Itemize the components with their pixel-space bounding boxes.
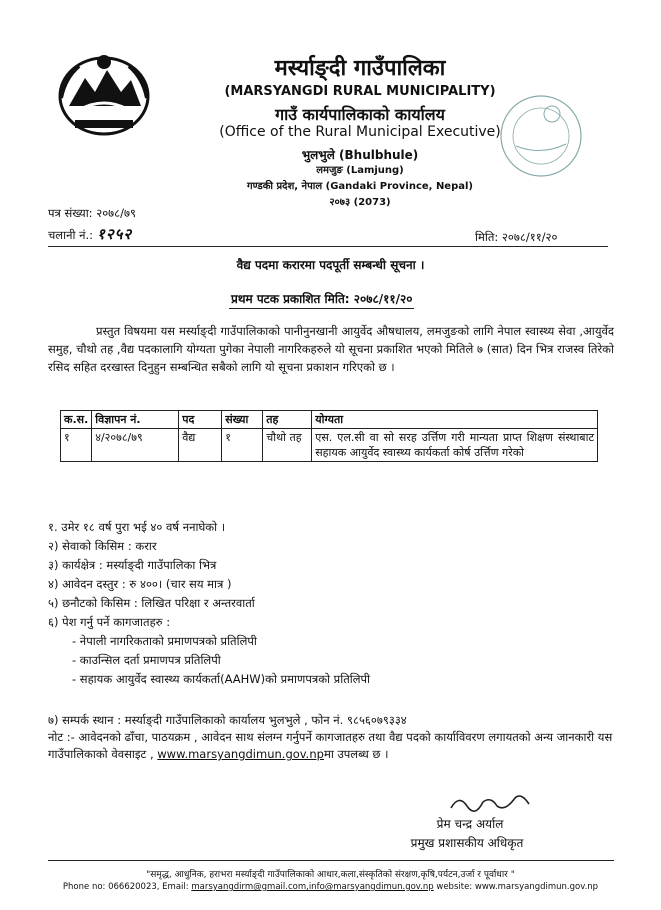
list-item: २) सेवाको किसिम : करार [48, 539, 157, 553]
office-district: लमजुङ (Lamjung) [316, 165, 404, 176]
vacancy-table [60, 410, 598, 462]
cell-sn: १ [61, 429, 92, 462]
website-link[interactable]: www.marsyangdimun.gov.np [157, 747, 324, 761]
notice-subject: वैद्य पदमा करारमा पदपूर्ती सम्बन्धी सूचना । [236, 258, 425, 272]
footer-phone: Phone no: 066620023, Email: [62, 882, 189, 892]
contact-section [48, 712, 614, 763]
footer-slogan: "समृद्ध, आधुनिक, हराभरा मर्स्याङ्दी गाउँपालिकाको आधार,कला,संस्कृतिको संरक्षण,कृषि,पर्यटन,उर्जा र पूर्वाधार " [146, 870, 515, 880]
col-ad-no: विज्ञापन नं. [92, 411, 179, 429]
conditions-list [48, 518, 370, 689]
col-sn: क.स. [61, 411, 92, 429]
header-divider [48, 246, 608, 247]
list-item: १. उमेर १८ वर्ष पुरा भई ४० वर्ष ननाघेको । [48, 520, 226, 534]
publication-date: प्रथम पटक प्रकाशित मिति: २०७८/११/२० [229, 290, 414, 309]
footer-website-link[interactable]: www.marsyangdimun.gov.np [474, 882, 599, 892]
office-province: गण्डकी प्रदेश, नेपाल (Gandaki Province, Nepal) [247, 181, 473, 192]
dispatch-value: १२५२ [97, 225, 133, 243]
contact-place: ७) सम्पर्क स्थान : मर्स्याङ्दी गाउँपालिकाको कार्यालय भुलभुले , फोन नं. ९८५६०७९३३४ [48, 713, 407, 727]
signatory-name: प्रेम चन्द्र अर्याल [436, 817, 504, 831]
cell-level: चौथो तह [263, 429, 312, 462]
footer-website-label: website: [436, 882, 473, 892]
org-name-nepali: मर्स्याङ्दी गाउँपालिका [274, 56, 446, 81]
document-item: - काउन्सिल दर्ता प्रमाणपत्र प्रतिलिपी [72, 653, 221, 667]
col-level: तह [263, 411, 312, 429]
dispatch-label: चलानी नं.: [48, 228, 94, 242]
footer-divider [48, 860, 614, 861]
notice-body: प्रस्तुत विषयमा यस मर्स्याङ्दी गाउँपालिकाको पानीनुनखानी आयुर्वेद औषधालय, लमजुङको लागि नेपाल स्वास्थ्य सेवा ,आयुर्वेद समुह, चौथो तह ,वैद्य पदकालागि योग्यता पुगेका नेपाली नागरिकहरुले यो सूचना प्रकाशित भएको मितिले ७ (सात) दिन भित्र राजस्व तिरेको रसिद सहित दरखास्त दिनुहुन सम्बन्धित सबैको लागि यो सूचना प्रकाशन गरिएको छ । [48, 324, 614, 374]
list-item: ४) आवेदन दस्तुर : रु ४००। (चार सय मात्र ) [48, 577, 232, 591]
established-year: २०७३ (2073) [329, 197, 391, 208]
col-post: पद [179, 411, 222, 429]
col-count: संख्या [222, 411, 263, 429]
note-text: नोट :- आवेदनको ढाँचा, पाठयक्रम , आवेदन साथ संलग्न गर्नुपर्ने कागजातहरु तथा वैद्य पदको कार्याविवरण लगायतको अन्य जानकारी यस गाउँपालिकाको वेवसाइट , [48, 730, 613, 761]
letter-date: मिति: २०७८/११/२० [475, 230, 558, 244]
list-item: ३) कार्यक्षेत्र : मर्स्याङ्दी गाउँपालिका भित्र [48, 558, 217, 572]
dispatch-number [48, 224, 132, 244]
footer-contacts [0, 882, 661, 892]
nepal-emblem-icon [55, 48, 153, 138]
org-name-english: (MARSYANGDI RURAL MUNICIPALITY) [224, 84, 496, 99]
cell-post: वैद्य [179, 429, 222, 462]
signature-icon [445, 790, 535, 816]
office-name-english: (Office of the Rural Municipal Executive) [219, 124, 501, 140]
list-item: ६) पेश गर्नु पर्ने कागजातहरु : [48, 615, 171, 629]
list-item: ५) छनौटको किसिम : लिखित परिक्षा र अन्तरवार्ता [48, 596, 255, 610]
note-end: मा उपलब्ध छ । [323, 747, 389, 761]
contact-note [48, 729, 614, 763]
col-qualification: योग्यता [312, 411, 598, 429]
cell-ad-no: ४/२०७८/७९ [92, 429, 179, 462]
signatory-title: प्रमुख प्रशासकीय अधिकृत [410, 836, 524, 850]
office-place: भुलभुले (Bhulbhule) [301, 148, 419, 162]
cell-qualification: एस. एल.सी वा सो सरह उर्त्तिण गरी मान्यता प्राप्त शिक्षण संस्थाबाट सहायक आयुर्वेद स्वास्थ्य कार्यकर्ता कोर्ष उर्त्तिण गरेको [312, 429, 598, 462]
footer-email-link[interactable]: marsyangdirm@gmail.com,info@marsyangdimun.gov.np [191, 882, 434, 892]
document-item: - नेपाली नागरिकताको प्रमाणपत्रको प्रतिलिपी [72, 634, 257, 648]
cell-count: १ [222, 429, 263, 462]
office-name-nepali: गाउँ कार्यपालिकाको कार्यालय [275, 105, 445, 124]
table-row [61, 429, 598, 462]
table-header-row [61, 411, 598, 429]
letter-number: पत्र संख्या: २०७८/७९ [48, 206, 136, 220]
document-item: - सहायक आयुर्वेद स्वास्थ्य कार्यकर्ता(AAHW)को प्रमाणपत्रको प्रतिलिपी [72, 672, 371, 686]
